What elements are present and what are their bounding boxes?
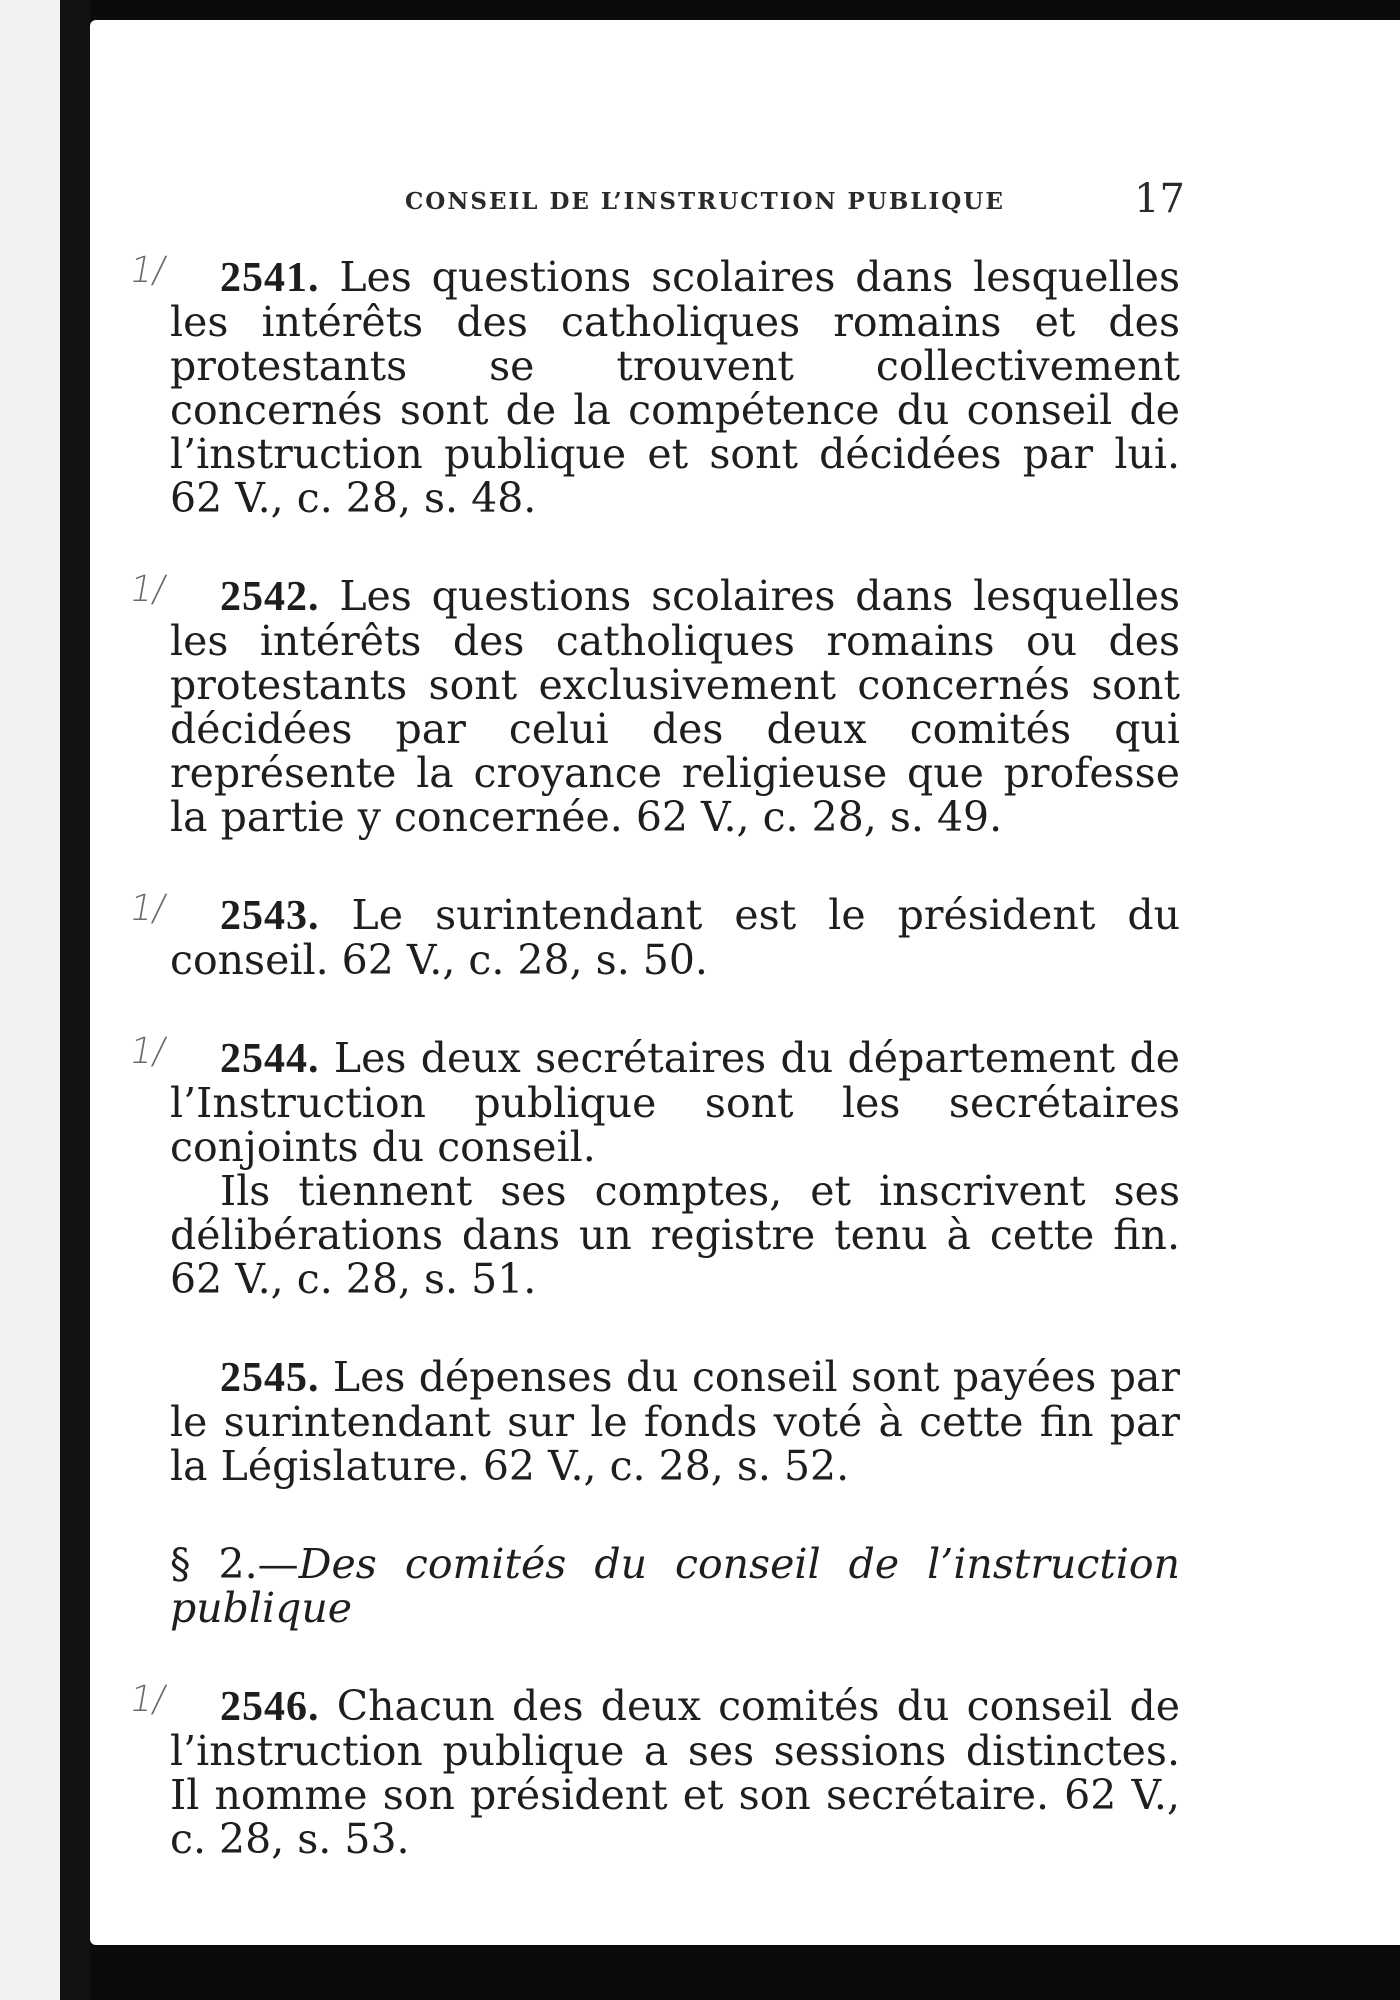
article-paragraph bbox=[170, 1684, 1180, 1861]
article-paragraph bbox=[170, 255, 1180, 520]
article-text: Les deux secrétaires du département de l’Instruction publique sont les secrétaires conjoints du conseil. bbox=[170, 1034, 1180, 1171]
article-paragraph-2: Ils tiennent ses comptes, et inscrivent ses délibérations dans un registre tenu à cette fin. 62 V., c. 28, s. 51. bbox=[170, 1167, 1180, 1303]
margin-mark: 1/ bbox=[126, 1679, 169, 1720]
article-2546 bbox=[126, 1679, 1180, 1863]
article-number: 2546. bbox=[220, 1684, 320, 1730]
page-body bbox=[126, 250, 1180, 1915]
margin-mark: 1/ bbox=[126, 569, 169, 610]
margin-mark: 1/ bbox=[126, 250, 169, 291]
running-header bbox=[300, 168, 1185, 222]
article-number: 2545. bbox=[220, 1355, 320, 1401]
article-number: 2544. bbox=[220, 1036, 320, 1082]
article-paragraph bbox=[170, 574, 1180, 839]
binding-gutter bbox=[0, 0, 60, 2000]
article-paragraph bbox=[170, 1036, 1180, 1169]
margin-mark: 1/ bbox=[126, 1031, 169, 1072]
article-number: 2541. bbox=[220, 255, 320, 301]
page-edge-shadow bbox=[60, 0, 90, 2000]
article-paragraph bbox=[170, 893, 1180, 982]
running-title: CONSEIL DE L’INSTRUCTION PUBLIQUE bbox=[405, 188, 1005, 215]
article-2543 bbox=[126, 888, 1180, 984]
article-paragraph bbox=[170, 1355, 1180, 1488]
article-text: Le surintendant est le président du conseil. 62 V., c. 28, s. 50. bbox=[170, 891, 1180, 984]
article-number: 2543. bbox=[220, 893, 320, 939]
article-text: Les dépenses du conseil sont payées par le surintendant sur le fonds voté à cette fin par la Législature. 62 V., c. 28, s. 52. bbox=[170, 1353, 1180, 1490]
section-title: Des comités du conseil de l’instruction publique bbox=[170, 1540, 1180, 1632]
article-2544 bbox=[126, 1031, 1180, 1303]
article-2545 bbox=[170, 1355, 1180, 1488]
page-number: 17 bbox=[1134, 176, 1185, 222]
article-2541 bbox=[126, 250, 1180, 522]
article-text: Chacun des deux comités du conseil de l’instruction publique a ses sessions distinctes. Il nomme son président et son secrétaire. 62 V., c. 28, s. 53. bbox=[170, 1682, 1180, 1863]
article-text: Les questions scolaires dans lesquelles les intérêts des catholiques romains ou des protestants sont exclusivement concernés sont décidées par celui des deux comités qui représente la croyance religieuse que professe la partie y concernée. 62 V., c. 28, s. 49. bbox=[170, 572, 1180, 841]
article-text: Les questions scolaires dans lesquelles les intérêts des catholiques romains et des protestants se trouvent collectivement concernés sont de la compétence du conseil de l’instruction publique et sont décidées par lui. 62 V., c. 28, s. 48. bbox=[170, 253, 1180, 522]
section-heading bbox=[170, 1542, 1180, 1630]
article-2542 bbox=[126, 569, 1180, 841]
article-number: 2542. bbox=[220, 574, 320, 620]
margin-mark: 1/ bbox=[126, 888, 169, 929]
section-number: § 2.— bbox=[170, 1540, 299, 1588]
